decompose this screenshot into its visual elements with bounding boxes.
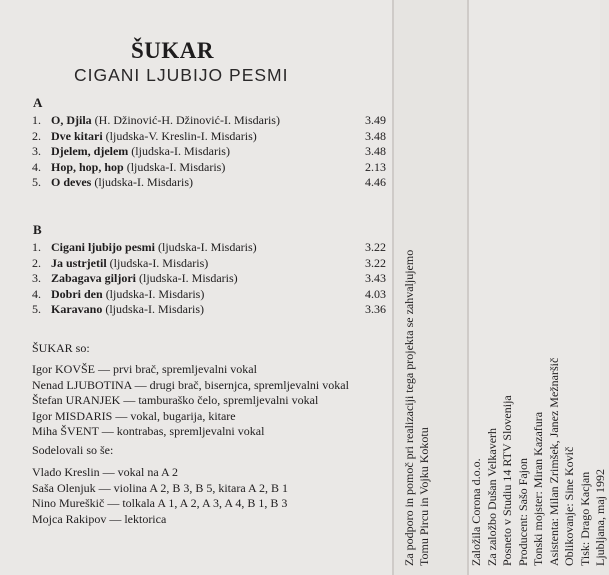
track-number: 1. — [32, 113, 41, 127]
track-credits: (ljudska-I. Misdaris) — [105, 302, 204, 316]
album-title: CIGANI LJUBIJO PESMI — [74, 65, 289, 85]
track-number: 1. — [32, 240, 41, 254]
track-duration: 3.22 — [365, 240, 386, 254]
track-row — [32, 287, 388, 303]
track-duration: 3.48 — [365, 144, 386, 158]
thanks-note — [402, 126, 433, 566]
thanks-line: Tomu Pircu in Vojku Kokotu — [417, 427, 432, 566]
track-duration: 2.13 — [365, 159, 386, 174]
band-heading: ŠUKAR so: — [32, 341, 90, 355]
track-number: 4. — [32, 159, 41, 174]
track-duration: 3.36 — [365, 302, 386, 316]
guests-heading: Sodelovali so še: — [32, 443, 114, 457]
guest-member: Nino Mureškič — tolkala A 1, A 2, A 3, A 4, B 1, B 3 — [32, 496, 288, 510]
track-title: Dve kitari — [51, 128, 103, 143]
track-number: 2. — [32, 255, 41, 270]
track-credits: (ljudska-I. Misdaris) — [158, 240, 257, 254]
track-title: Dobri den — [51, 286, 103, 301]
side-b-label: B — [33, 222, 42, 237]
track-row — [32, 113, 388, 129]
track-credits: (ljudska-I. Misdaris) — [105, 286, 205, 301]
track-credits: (ljudska-I. Misdaris) — [126, 159, 226, 174]
track-number: 2. — [32, 128, 41, 143]
track-row — [32, 144, 388, 160]
band-member: Igor MISDARIS — vokal, bugarija, kitare — [32, 408, 236, 423]
track-duration: 3.48 — [365, 128, 386, 143]
track-row — [32, 302, 388, 318]
track-row — [32, 160, 388, 176]
track-title: Ja ustrjetil — [51, 255, 107, 270]
track-row — [32, 271, 388, 287]
production-credits — [469, 166, 609, 566]
track-duration: 4.03 — [365, 286, 386, 301]
guest-musicians — [32, 442, 288, 527]
track-credits: (H. Džinović-H. Džinović-I. Misdaris) — [94, 113, 280, 127]
track-number: 5. — [32, 302, 41, 316]
credit-line: Tisk: Drago Kacjan — [577, 471, 592, 566]
track-title: Cigani ljubijo pesmi — [51, 240, 156, 254]
band-member: Miha ŠVENT — kontrabas, spremljevalni vokal — [32, 424, 265, 438]
band-member: Štefan URANJEK — tamburaško čelo, spremljevalni vokal — [32, 393, 319, 407]
side-a-tracklist — [32, 113, 388, 191]
track-title: Djelem, djelem — [51, 144, 129, 158]
track-title: O deves — [51, 175, 92, 189]
fold-line — [392, 0, 394, 575]
track-title: O, Djila — [51, 113, 92, 127]
track-credits: (ljudska-V. Kreslin-I. Misdaris) — [105, 128, 257, 143]
track-row — [32, 129, 388, 145]
track-number: 3. — [32, 144, 41, 158]
track-duration: 3.43 — [365, 271, 386, 285]
side-b-tracklist — [32, 240, 388, 318]
track-credits: (ljudska-I. Misdaris) — [94, 175, 193, 189]
credit-line: Za založbo Dušan Velkaverh — [484, 427, 499, 566]
band-members — [32, 340, 349, 440]
credit-line: Ljubljana, maj 1992 — [593, 469, 607, 566]
band-member: Igor KOVŠE — prvi brač, spremljevalni vokal — [32, 362, 257, 376]
track-credits: (ljudska-I. Misdaris) — [139, 271, 238, 285]
credit-line: Oblikovanje: Sine Kovič — [562, 446, 576, 566]
guest-member: Saša Olenjuk — violina A 2, B 3, B 5, kitara A 2, B 1 — [32, 480, 288, 495]
guest-member: Vlado Kreslin — vokal na A 2 — [32, 465, 178, 479]
guest-member: Mojca Rakipov — lektorica — [32, 511, 167, 526]
track-title: Zabagava giljori — [51, 271, 137, 285]
side-a-label: A — [33, 95, 43, 110]
track-duration: 3.22 — [365, 255, 386, 270]
credit-line: Založila Corona d.o.o. — [469, 458, 483, 566]
track-row — [32, 240, 388, 256]
track-credits: (ljudska-I. Misdaris) — [109, 255, 209, 270]
track-row — [32, 175, 388, 191]
track-title: Karavano — [51, 302, 103, 316]
track-row — [32, 256, 388, 272]
album-artist: ŠUKAR — [131, 38, 215, 63]
track-duration: 4.46 — [365, 175, 386, 189]
credit-line: Tonski mojster: Miran Kazafura — [531, 411, 545, 566]
track-duration: 3.49 — [365, 113, 386, 127]
thanks-line: Za podporo in pomoč pri realizaciji tega projekta se zahvaljujemo — [402, 249, 416, 566]
track-number: 5. — [32, 175, 41, 189]
credit-line: Asistenta: Milan Zrimšek, Janez Mežnaršič — [546, 357, 561, 566]
credit-line: Posneto v Studiu 14 RTV Slovenija — [500, 395, 514, 566]
track-number: 4. — [32, 286, 41, 301]
track-number: 3. — [32, 271, 41, 285]
track-title: Hop, hop, hop — [51, 159, 124, 174]
track-credits: (ljudska-I. Misdaris) — [131, 144, 230, 158]
band-member: Nenad LJUBOTINA — drugi brač, bisernjca, spremljevalni vokal — [32, 377, 349, 392]
credit-line: Producent: Sašo Fajon — [515, 458, 530, 566]
